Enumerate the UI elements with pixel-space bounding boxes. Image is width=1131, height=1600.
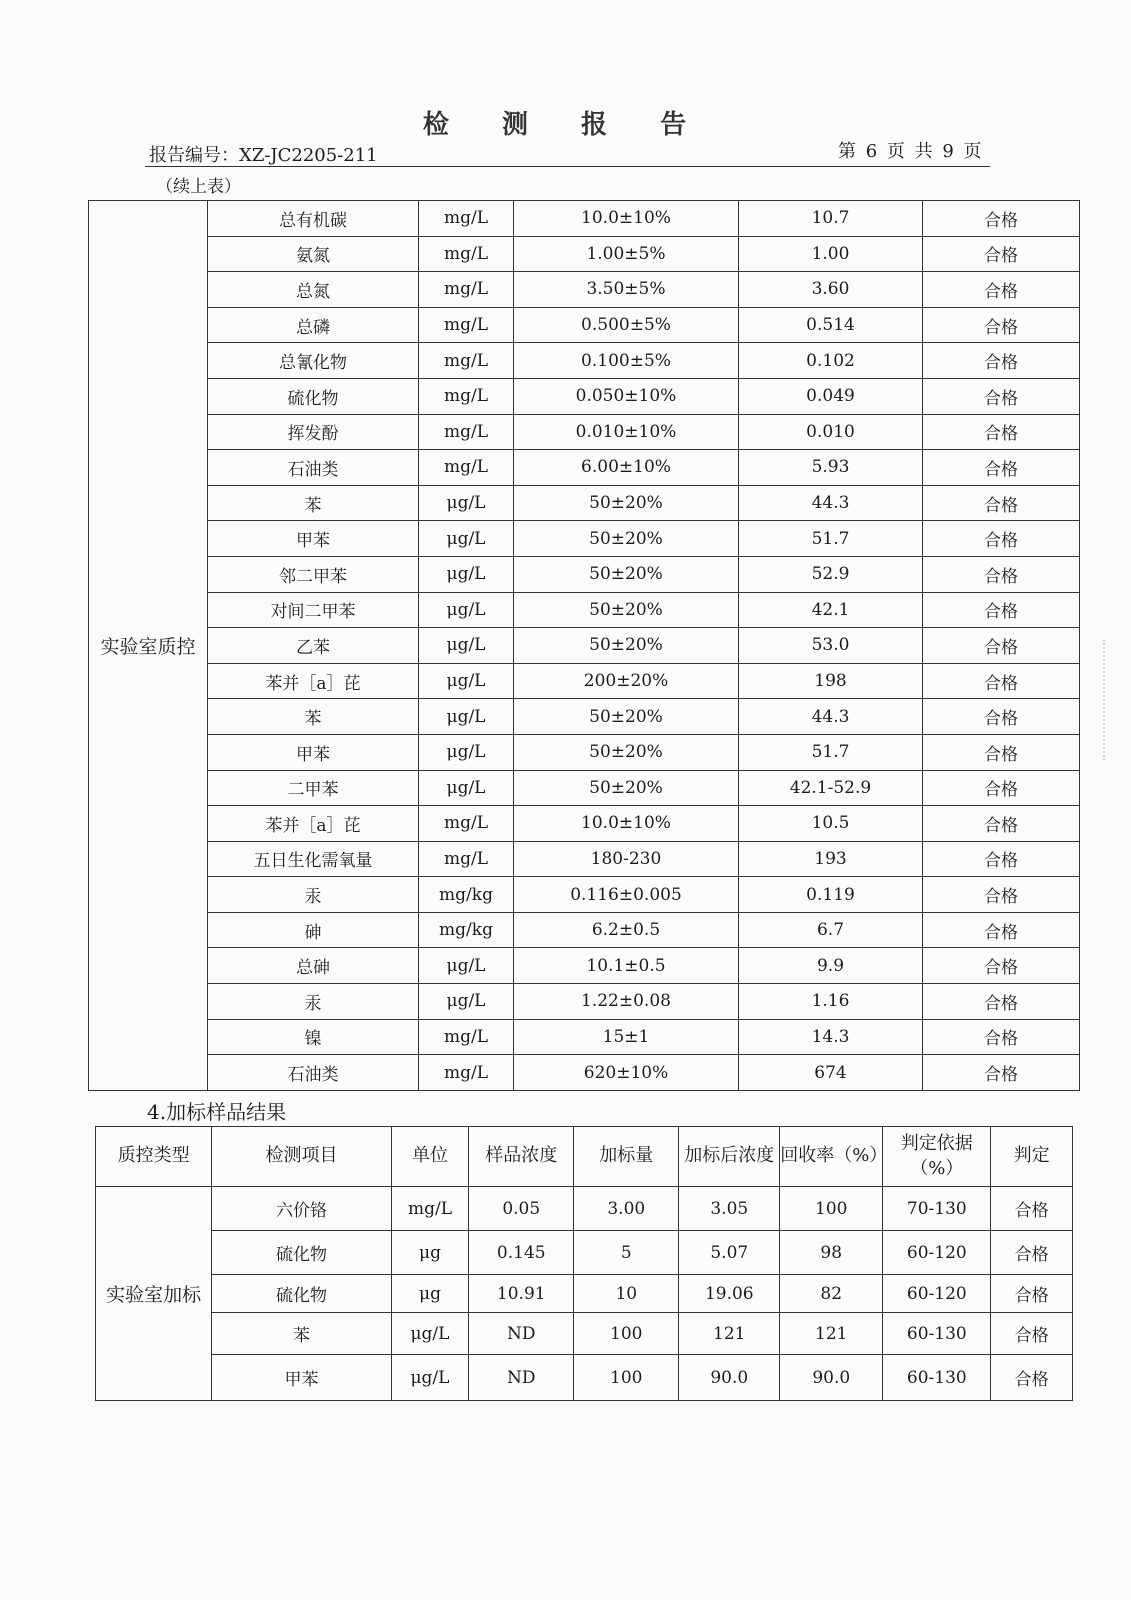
item-cell: 氨氮	[208, 236, 419, 272]
unit-cell: μg/L	[419, 699, 514, 735]
table-row	[89, 236, 1080, 272]
judgement-cell: 合格	[923, 806, 1080, 842]
unit-cell: μg	[391, 1275, 469, 1313]
judgement-cell: 合格	[923, 912, 1080, 948]
judgement-cell: 合格	[923, 201, 1080, 237]
column-header: 样品浓度	[469, 1127, 574, 1187]
seal-stamp-edge	[1103, 640, 1131, 760]
judgement-cell: 合格	[923, 343, 1080, 379]
measured-value-cell: 193	[739, 841, 923, 877]
standard-value-cell: 50±20%	[514, 770, 739, 806]
measured-value-cell: 5.93	[739, 450, 923, 486]
item-cell: 总砷	[208, 948, 419, 984]
unit-cell: mg/L	[419, 272, 514, 308]
qc-group-cell: 实验室质控	[89, 201, 208, 1091]
column-header: 加标后浓度	[679, 1127, 780, 1187]
recovery-cell: 121	[780, 1313, 883, 1355]
measured-value-cell: 1.00	[739, 236, 923, 272]
measured-value-cell: 10.5	[739, 806, 923, 842]
spike-amount-cell: 10	[574, 1275, 679, 1313]
spike-group-cell: 实验室加标	[96, 1187, 212, 1401]
judgement-cell: 合格	[991, 1231, 1073, 1275]
standard-value-cell: 180-230	[514, 841, 739, 877]
spiked-conc-cell: 121	[679, 1313, 780, 1355]
header-rule	[145, 166, 990, 167]
spike-results-table	[95, 1126, 1073, 1401]
item-cell: 邻二甲苯	[208, 556, 419, 592]
standard-value-cell: 10.0±10%	[514, 201, 739, 237]
item-cell: 甲苯	[208, 521, 419, 557]
unit-cell: mg/L	[419, 201, 514, 237]
standard-value-cell: 200±20%	[514, 663, 739, 699]
measured-value-cell: 10.7	[739, 201, 923, 237]
item-cell: 甲苯	[208, 734, 419, 770]
standard-value-cell: 0.050±10%	[514, 378, 739, 414]
table-row	[89, 628, 1080, 664]
item-cell: 甲苯	[212, 1355, 391, 1401]
measured-value-cell: 9.9	[739, 948, 923, 984]
item-cell: 汞	[208, 984, 419, 1020]
table-row	[96, 1231, 1073, 1275]
measured-value-cell: 6.7	[739, 912, 923, 948]
measured-value-cell: 0.102	[739, 343, 923, 379]
judgement-cell: 合格	[923, 307, 1080, 343]
column-header: 判定依据（%）	[883, 1127, 991, 1187]
unit-cell: mg/L	[419, 378, 514, 414]
measured-value-cell: 42.1-52.9	[739, 770, 923, 806]
standard-value-cell: 10.0±10%	[514, 806, 739, 842]
measured-value-cell: 1.16	[739, 984, 923, 1020]
item-cell: 石油类	[208, 1055, 419, 1091]
column-header: 检测项目	[212, 1127, 391, 1187]
measured-value-cell: 198	[739, 663, 923, 699]
table-row	[89, 307, 1080, 343]
unit-cell: mg/L	[419, 414, 514, 450]
unit-cell: μg/L	[419, 984, 514, 1020]
judgement-cell: 合格	[923, 592, 1080, 628]
table-row	[89, 592, 1080, 628]
spiked-conc-cell: 5.07	[679, 1231, 780, 1275]
section-title-spike: 4.加标样品结果	[147, 1100, 287, 1124]
sample-conc-cell: ND	[469, 1355, 574, 1401]
unit-cell: mg/kg	[419, 877, 514, 913]
judgement-cell: 合格	[923, 485, 1080, 521]
judgement-cell: 合格	[923, 556, 1080, 592]
unit-cell: μg/L	[419, 770, 514, 806]
judgement-cell: 合格	[923, 699, 1080, 735]
judgement-cell: 合格	[923, 236, 1080, 272]
spike-amount-cell: 100	[574, 1355, 679, 1401]
item-cell: 汞	[208, 877, 419, 913]
table-row	[96, 1187, 1073, 1231]
judgement-cell: 合格	[923, 663, 1080, 699]
judgement-cell: 合格	[923, 272, 1080, 308]
judgement-cell: 合格	[923, 414, 1080, 450]
judgement-cell: 合格	[991, 1275, 1073, 1313]
standard-value-cell: 15±1	[514, 1019, 739, 1055]
judgement-cell: 合格	[923, 841, 1080, 877]
spike-amount-cell: 100	[574, 1313, 679, 1355]
judgement-cell: 合格	[923, 1055, 1080, 1091]
criteria-cell: 60-130	[883, 1313, 991, 1355]
measured-value-cell: 3.60	[739, 272, 923, 308]
spike-table-header	[96, 1127, 1073, 1187]
sample-conc-cell: ND	[469, 1313, 574, 1355]
standard-value-cell: 50±20%	[514, 556, 739, 592]
measured-value-cell: 674	[739, 1055, 923, 1091]
measured-value-cell: 0.514	[739, 307, 923, 343]
table-row	[89, 1019, 1080, 1055]
item-cell: 苯	[212, 1313, 391, 1355]
column-header: 判定	[991, 1127, 1073, 1187]
item-cell: 五日生化需氧量	[208, 841, 419, 877]
measured-value-cell: 44.3	[739, 699, 923, 735]
standard-value-cell: 6.2±0.5	[514, 912, 739, 948]
judgement-cell: 合格	[923, 378, 1080, 414]
measured-value-cell: 42.1	[739, 592, 923, 628]
judgement-cell: 合格	[923, 521, 1080, 557]
unit-cell: μg/L	[419, 521, 514, 557]
column-header: 单位	[391, 1127, 469, 1187]
item-cell: 总有机碳	[208, 201, 419, 237]
standard-value-cell: 50±20%	[514, 628, 739, 664]
criteria-cell: 60-120	[883, 1275, 991, 1313]
qc-results-table	[88, 200, 1080, 1091]
measured-value-cell: 0.119	[739, 877, 923, 913]
item-cell: 六价铬	[212, 1187, 391, 1231]
spike-amount-cell: 3.00	[574, 1187, 679, 1231]
standard-value-cell: 0.500±5%	[514, 307, 739, 343]
column-header: 质控类型	[96, 1127, 212, 1187]
table-row	[89, 663, 1080, 699]
item-cell: 砷	[208, 912, 419, 948]
criteria-cell: 70-130	[883, 1187, 991, 1231]
table-row	[89, 948, 1080, 984]
judgement-cell: 合格	[923, 948, 1080, 984]
table-row	[89, 841, 1080, 877]
item-cell: 对间二甲苯	[208, 592, 419, 628]
standard-value-cell: 50±20%	[514, 485, 739, 521]
unit-cell: μg/L	[419, 556, 514, 592]
table-row	[96, 1313, 1073, 1355]
spiked-conc-cell: 90.0	[679, 1355, 780, 1401]
item-cell: 苯	[208, 485, 419, 521]
item-cell: 挥发酚	[208, 414, 419, 450]
item-cell: 苯并［a］芘	[208, 806, 419, 842]
standard-value-cell: 50±20%	[514, 592, 739, 628]
table-row	[89, 1055, 1080, 1091]
judgement-cell: 合格	[923, 450, 1080, 486]
standard-value-cell: 1.22±0.08	[514, 984, 739, 1020]
measured-value-cell: 51.7	[739, 734, 923, 770]
table-row	[89, 414, 1080, 450]
table-row	[89, 556, 1080, 592]
unit-cell: μg/L	[391, 1313, 469, 1355]
measured-value-cell: 0.049	[739, 378, 923, 414]
report-number: 报告编号：XZ-JC2205-211	[149, 145, 378, 166]
unit-cell: mg/L	[391, 1187, 469, 1231]
unit-cell: μg	[391, 1231, 469, 1275]
table-row	[89, 272, 1080, 308]
unit-cell: mg/L	[419, 1019, 514, 1055]
unit-cell: μg/L	[419, 663, 514, 699]
column-header: 加标量	[574, 1127, 679, 1187]
measured-value-cell: 53.0	[739, 628, 923, 664]
continued-label: （续上表）	[156, 177, 241, 197]
table-row	[89, 521, 1080, 557]
judgement-cell: 合格	[923, 628, 1080, 664]
measured-value-cell: 14.3	[739, 1019, 923, 1055]
page-indicator: 第 6 页 共 9 页	[838, 141, 984, 162]
table-row	[89, 734, 1080, 770]
item-cell: 石油类	[208, 450, 419, 486]
judgement-cell: 合格	[923, 877, 1080, 913]
table-row	[89, 699, 1080, 735]
standard-value-cell: 3.50±5%	[514, 272, 739, 308]
standard-value-cell: 50±20%	[514, 521, 739, 557]
recovery-cell: 100	[780, 1187, 883, 1231]
standard-value-cell: 10.1±0.5	[514, 948, 739, 984]
standard-value-cell: 1.00±5%	[514, 236, 739, 272]
judgement-cell: 合格	[991, 1187, 1073, 1231]
table-row	[89, 877, 1080, 913]
unit-cell: mg/L	[419, 450, 514, 486]
judgement-cell: 合格	[923, 1019, 1080, 1055]
table-row	[89, 485, 1080, 521]
judgement-cell: 合格	[923, 770, 1080, 806]
table-row	[89, 770, 1080, 806]
unit-cell: mg/L	[419, 841, 514, 877]
table-row	[96, 1355, 1073, 1401]
unit-cell: μg/L	[419, 734, 514, 770]
judgement-cell: 合格	[991, 1313, 1073, 1355]
item-cell: 乙苯	[208, 628, 419, 664]
measured-value-cell: 0.010	[739, 414, 923, 450]
measured-value-cell: 52.9	[739, 556, 923, 592]
standard-value-cell: 0.100±5%	[514, 343, 739, 379]
unit-cell: mg/L	[419, 806, 514, 842]
unit-cell: mg/L	[419, 236, 514, 272]
sample-conc-cell: 0.145	[469, 1231, 574, 1275]
report-title: 检 测 报 告	[422, 110, 709, 140]
sample-conc-cell: 0.05	[469, 1187, 574, 1231]
recovery-cell: 82	[780, 1275, 883, 1313]
judgement-cell: 合格	[923, 734, 1080, 770]
item-cell: 总氮	[208, 272, 419, 308]
recovery-cell: 98	[780, 1231, 883, 1275]
standard-value-cell: 0.116±0.005	[514, 877, 739, 913]
criteria-cell: 60-130	[883, 1355, 991, 1401]
table-row	[89, 806, 1080, 842]
item-cell: 二甲苯	[208, 770, 419, 806]
unit-cell: μg/L	[419, 948, 514, 984]
table-row	[89, 912, 1080, 948]
item-cell: 苯	[208, 699, 419, 735]
standard-value-cell: 50±20%	[514, 699, 739, 735]
unit-cell: mg/L	[419, 1055, 514, 1091]
sample-conc-cell: 10.91	[469, 1275, 574, 1313]
item-cell: 镍	[208, 1019, 419, 1055]
standard-value-cell: 50±20%	[514, 734, 739, 770]
standard-value-cell: 0.010±10%	[514, 414, 739, 450]
unit-cell: mg/kg	[419, 912, 514, 948]
table-row	[96, 1275, 1073, 1313]
spike-amount-cell: 5	[574, 1231, 679, 1275]
column-header: 回收率（%）	[780, 1127, 883, 1187]
measured-value-cell: 51.7	[739, 521, 923, 557]
table-row	[89, 984, 1080, 1020]
unit-cell: μg/L	[391, 1355, 469, 1401]
recovery-cell: 90.0	[780, 1355, 883, 1401]
judgement-cell: 合格	[923, 984, 1080, 1020]
spiked-conc-cell: 3.05	[679, 1187, 780, 1231]
unit-cell: μg/L	[419, 592, 514, 628]
unit-cell: mg/L	[419, 343, 514, 379]
item-cell: 硫化物	[212, 1231, 391, 1275]
table-row	[89, 450, 1080, 486]
unit-cell: μg/L	[419, 485, 514, 521]
spiked-conc-cell: 19.06	[679, 1275, 780, 1313]
item-cell: 硫化物	[208, 378, 419, 414]
measured-value-cell: 44.3	[739, 485, 923, 521]
item-cell: 苯并［a］芘	[208, 663, 419, 699]
unit-cell: μg/L	[419, 628, 514, 664]
standard-value-cell: 6.00±10%	[514, 450, 739, 486]
table-row	[89, 201, 1080, 237]
criteria-cell: 60-120	[883, 1231, 991, 1275]
judgement-cell: 合格	[991, 1355, 1073, 1401]
unit-cell: mg/L	[419, 307, 514, 343]
item-cell: 硫化物	[212, 1275, 391, 1313]
item-cell: 总磷	[208, 307, 419, 343]
item-cell: 总氰化物	[208, 343, 419, 379]
table-row	[89, 378, 1080, 414]
standard-value-cell: 620±10%	[514, 1055, 739, 1091]
table-row	[89, 343, 1080, 379]
